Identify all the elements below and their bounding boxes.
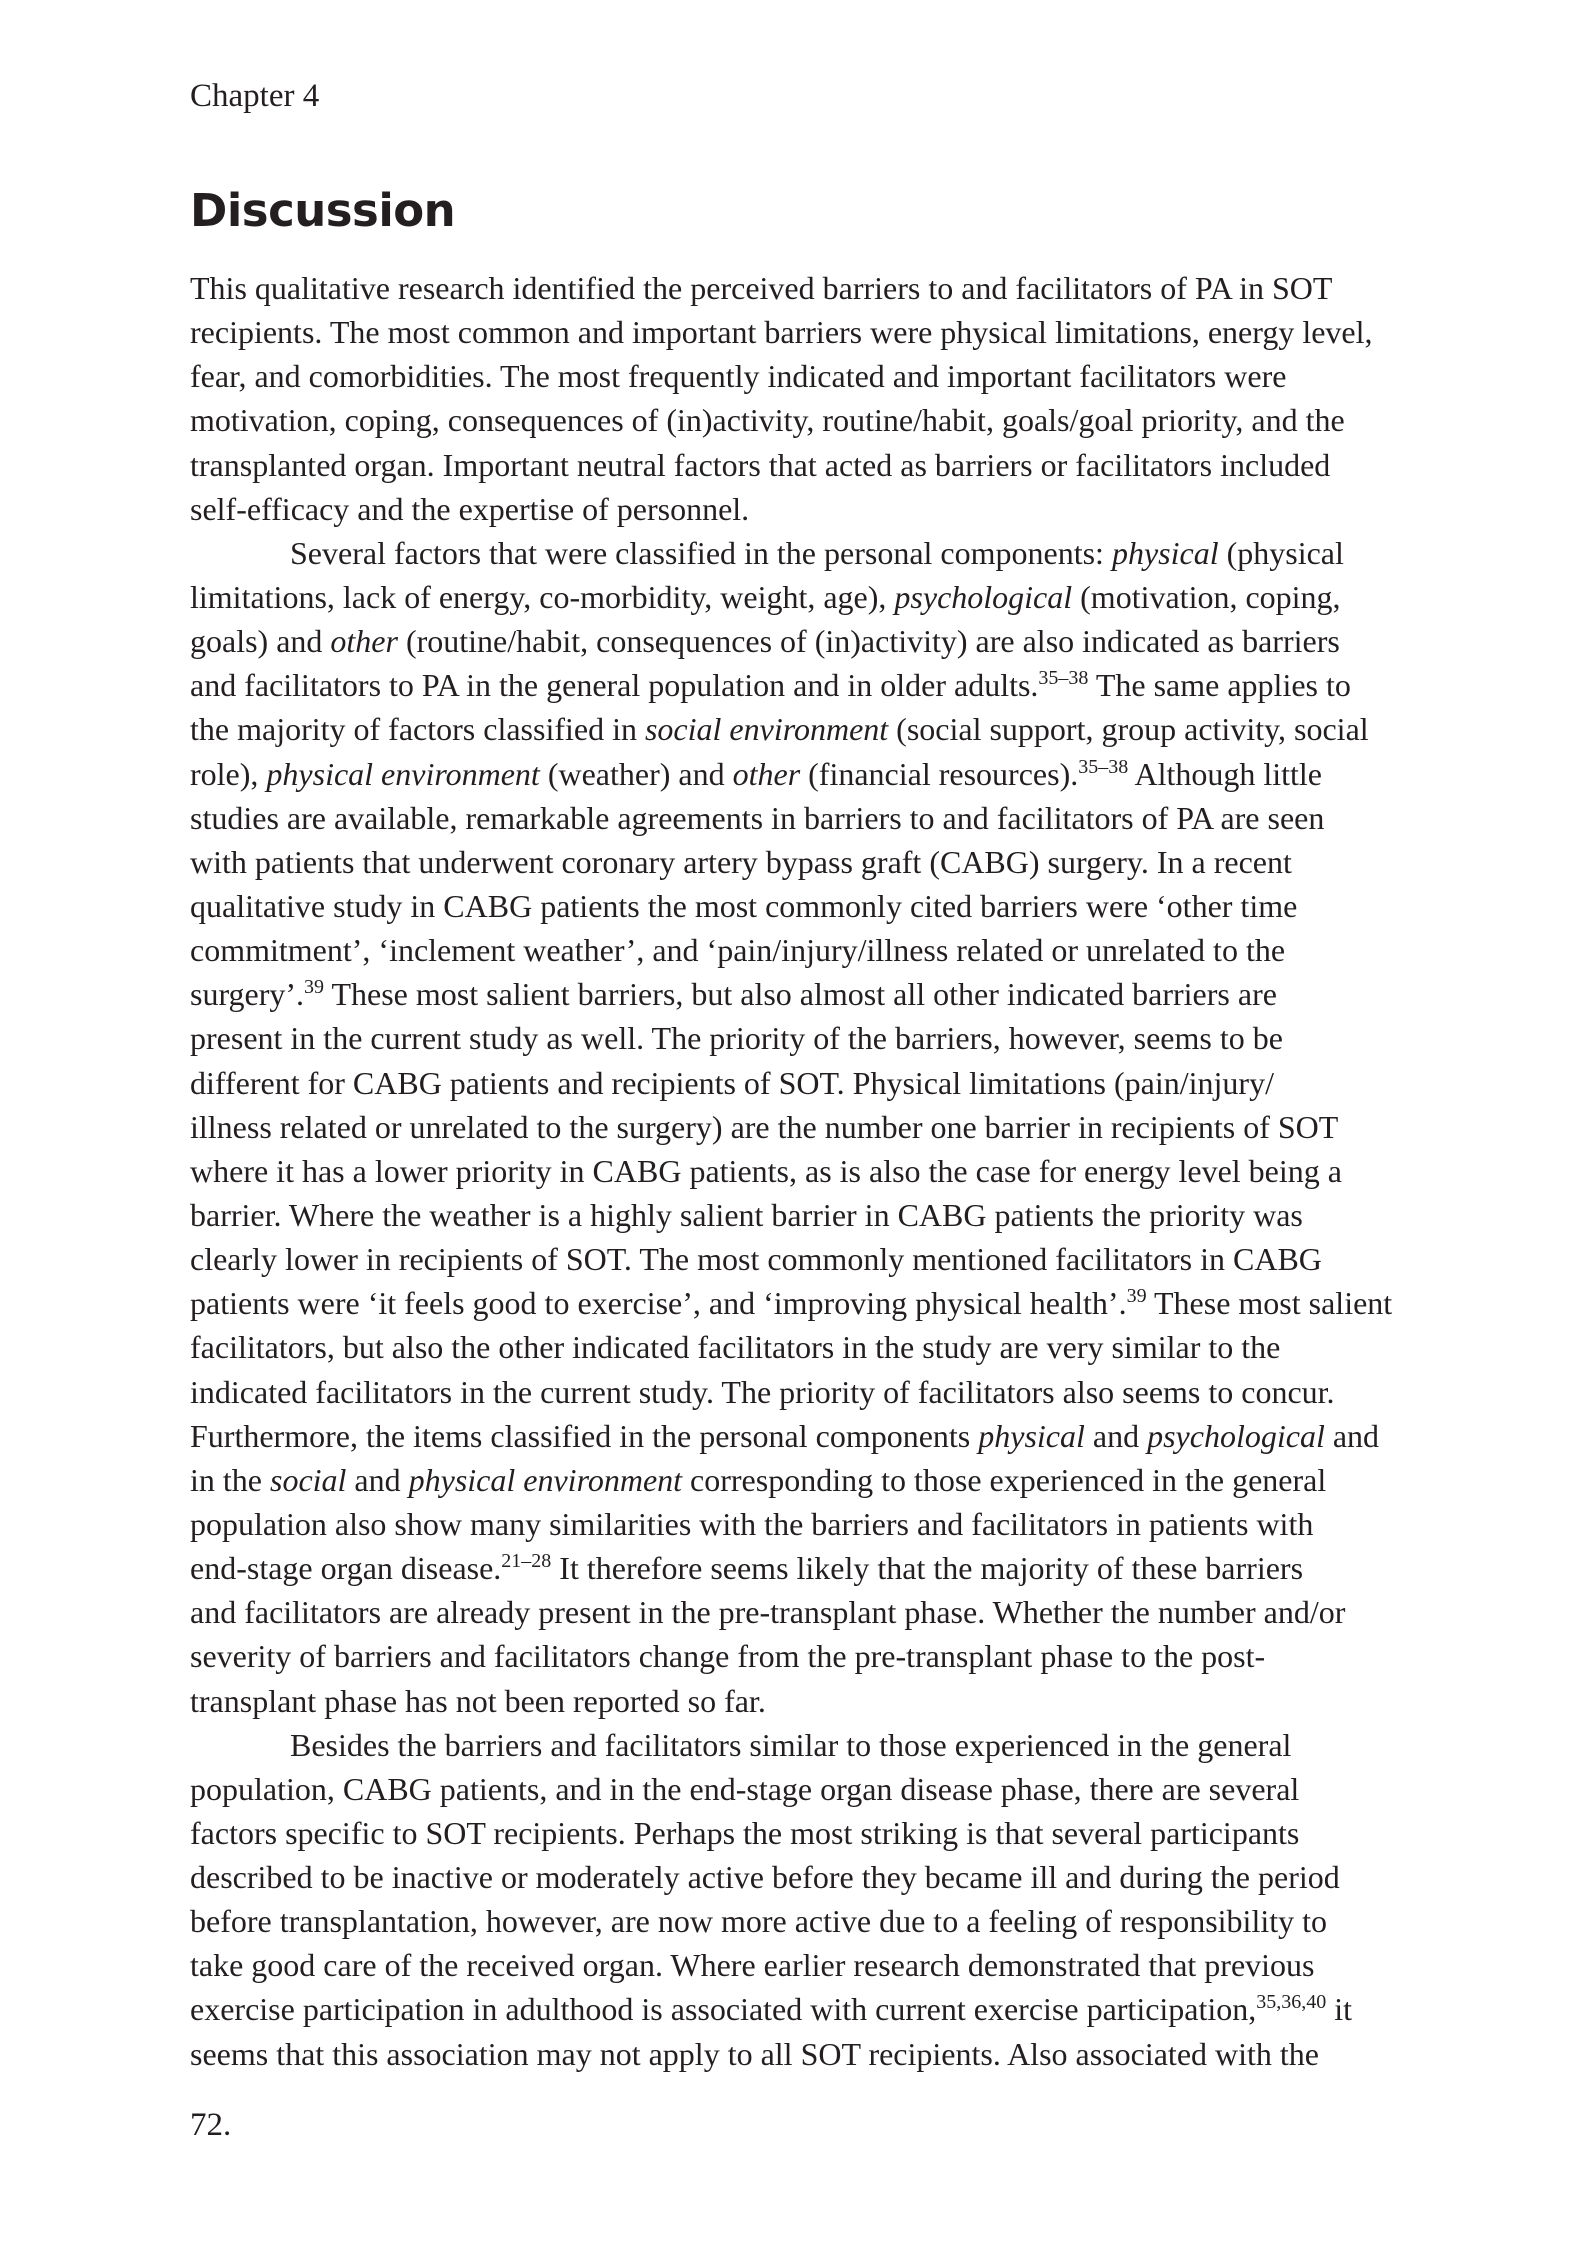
text-line: [190, 1414, 1380, 1458]
text-line: [190, 663, 1380, 707]
text-run: and facilitators are already present in the pre-transplant phase. Whether the number and/or: [190, 1594, 1346, 1631]
italic-term: physical environment: [408, 1461, 683, 1498]
text-run: (motivation, coping,: [1072, 578, 1341, 615]
text-line: [190, 1546, 1380, 1590]
text-run: clearly lower in recipients of SOT. The most commonly mentioned facilitators in CABG: [190, 1241, 1322, 1278]
text-run: and: [1324, 1417, 1380, 1454]
running-header-chapter: Chapter 4: [190, 78, 320, 114]
text-run: population, CABG patients, and in the end-stage organ disease phase, there are several: [190, 1770, 1300, 1807]
text-run: self-efficacy and the expertise of personnel.: [190, 490, 750, 527]
text-line: [190, 1767, 1380, 1811]
text-run: exercise participation in adulthood is associated with current exercise participation,: [190, 1991, 1257, 2028]
text-line: [190, 531, 1380, 575]
text-run: qualitative study in CABG patients the most commonly cited barriers were ‘other time: [190, 887, 1298, 924]
text-run: This qualitative research identified the perceived barriers to and facilitators of PA in SOT: [190, 270, 1333, 306]
text-line: [190, 1237, 1380, 1281]
text-line: [190, 707, 1380, 751]
text-run: Several factors that were classified in the personal components:: [290, 534, 1112, 571]
text-run: (physical: [1218, 534, 1344, 571]
text-run: severity of barriers and facilitators change from the pre-transplant phase to the post-: [190, 1638, 1266, 1675]
text-line: [190, 1723, 1380, 1767]
text-line: [190, 1987, 1380, 2031]
text-run: (routine/habit, consequences of (in)activity) are also indicated as barriers: [397, 623, 1340, 660]
text-line: [190, 1634, 1380, 1678]
text-run: present in the current study as well. The priority of the barriers, however, seems to be: [190, 1020, 1283, 1057]
text-line: [190, 1855, 1380, 1899]
text-run: the majority of factors classified in: [190, 711, 645, 748]
text-line: [190, 752, 1380, 796]
text-line: [190, 2032, 1380, 2076]
citation-superscript: 21–28: [501, 1550, 552, 1573]
text-run: recipients. The most common and important barriers were physical limitations, energy level,: [190, 314, 1373, 351]
page-number: 72.: [190, 2107, 232, 2143]
citation-superscript: 35–38: [1038, 667, 1089, 690]
text-line: [190, 1325, 1380, 1369]
text-line: [190, 619, 1380, 663]
paragraph: [190, 531, 1393, 1723]
text-line: [190, 266, 1380, 310]
paragraph: [190, 1723, 1380, 2076]
text-run: Furthermore, the items classified in the personal components: [190, 1417, 979, 1454]
text-line: [190, 1370, 1380, 1414]
text-line: [190, 354, 1380, 398]
text-run: facilitators, but also the other indicated facilitators in the study are very similar to the: [190, 1329, 1281, 1366]
citation-superscript: 39: [1126, 1285, 1147, 1308]
text-line: [190, 1061, 1380, 1105]
text-line: [190, 487, 1380, 531]
citation-superscript: 39: [304, 976, 325, 999]
text-run: role),: [190, 755, 267, 792]
text-run: different for CABG patients and recipients of SOT. Physical limitations (pain/injury/: [190, 1064, 1274, 1101]
italic-term: physical: [1111, 534, 1219, 571]
text-run: illness related or unrelated to the surgery) are the number one barrier in recipients of SOT: [190, 1108, 1339, 1145]
text-line: [190, 575, 1380, 619]
text-line: [190, 1899, 1380, 1943]
text-line: [190, 1502, 1380, 1546]
body-text: [190, 266, 1393, 2076]
text-run: Besides the barriers and facilitators similar to those experienced in the general: [290, 1726, 1292, 1763]
text-line: [190, 1193, 1380, 1237]
text-run: fear, and comorbidities. The most frequently indicated and important facilitators were: [190, 358, 1287, 395]
text-run: (social support, group activity, social: [888, 711, 1369, 748]
text-run: described to be inactive or moderately active before they became ill and during the period: [190, 1859, 1340, 1896]
text-run: goals) and: [190, 623, 331, 660]
text-line: [190, 796, 1380, 840]
paragraph: [190, 266, 1380, 531]
text-run: it: [1326, 1991, 1353, 2028]
text-run: patients were ‘it feels good to exercise’, and ‘improving physical health’.: [190, 1285, 1127, 1322]
text-line: [190, 1281, 1393, 1325]
text-run: transplanted organ. Important neutral factors that acted as barriers or facilitators included: [190, 446, 1331, 483]
text-run: limitations, lack of energy, co-morbidity, weight, age),: [190, 578, 895, 615]
text-run: It therefore seems likely that the majority of these barriers: [551, 1550, 1304, 1587]
text-line: [190, 1679, 1380, 1723]
italic-term: social environment: [644, 711, 889, 748]
text-run: and facilitators to PA in the general population and in older adults.: [190, 667, 1039, 704]
italic-term: physical: [978, 1417, 1085, 1454]
text-line: [190, 928, 1380, 972]
text-run: indicated facilitators in the current study. The priority of facilitators also seems to concur.: [190, 1373, 1335, 1410]
text-run: commitment’, ‘inclement weather’, and ‘pain/injury/illness related or unrelated to the: [190, 932, 1286, 969]
text-run: motivation, coping, consequences of (in)activity, routine/habit, goals/goal priority, and the: [190, 402, 1345, 439]
italic-term: psychological: [894, 578, 1073, 615]
citation-superscript: 35,36,40: [1256, 1991, 1327, 2014]
text-line: [190, 972, 1380, 1016]
text-run: and: [346, 1461, 409, 1498]
text-line: [190, 1458, 1380, 1502]
text-line: [190, 398, 1380, 442]
text-run: end-stage organ disease.: [190, 1550, 502, 1587]
text-run: (weather) and: [539, 755, 733, 792]
text-line: [190, 840, 1380, 884]
text-run: take good care of the received organ. Where earlier research demonstrated that previous: [190, 1947, 1315, 1984]
text-run: These most salient barriers, but also almost all other indicated barriers are: [324, 976, 1277, 1013]
text-run: factors specific to SOT recipients. Perhaps the most striking is that several participants: [190, 1814, 1300, 1851]
text-run: barrier. Where the weather is a highly salient barrier in CABG patients the priority was: [190, 1196, 1303, 1233]
text-run: Although little: [1128, 755, 1322, 792]
text-line: [190, 884, 1380, 928]
text-line: [190, 1811, 1380, 1855]
text-run: with patients that underwent coronary artery bypass graft (CABG) surgery. In a recent: [190, 843, 1292, 880]
text-line: [190, 1105, 1380, 1149]
text-line: [190, 310, 1380, 354]
text-run: transplant phase has not been reported so far.: [190, 1682, 766, 1719]
text-line: [190, 443, 1380, 487]
text-run: seems that this association may not apply to all SOT recipients. Also associated with the: [190, 2035, 1319, 2072]
italic-term: social: [269, 1461, 347, 1498]
italic-term: other: [732, 755, 801, 792]
italic-term: other: [330, 623, 398, 660]
text-run: These most salient: [1146, 1285, 1393, 1322]
italic-term: physical environment: [266, 755, 540, 792]
text-line: [190, 1943, 1380, 1987]
italic-term: psychological: [1147, 1417, 1325, 1454]
text-run: in the: [190, 1461, 270, 1498]
text-run: surgery’.: [190, 976, 305, 1013]
text-run: before transplantation, however, are now more active due to a feeling of responsibility to: [190, 1903, 1327, 1940]
text-run: population also show many similarities with the barriers and facilitators in patients with: [190, 1505, 1314, 1542]
text-run: The same applies to: [1088, 667, 1351, 704]
text-run: studies are available, remarkable agreements in barriers to and facilitators of PA are seen: [190, 799, 1325, 836]
text-run: where it has a lower priority in CABG patients, as is also the case for energy level being a: [190, 1152, 1342, 1189]
text-line: [190, 1590, 1380, 1634]
citation-superscript: 35–38: [1078, 755, 1129, 778]
text-run: and: [1084, 1417, 1148, 1454]
section-heading: Discussion: [190, 184, 456, 237]
text-line: [190, 1016, 1380, 1060]
text-run: corresponding to those experienced in the general: [682, 1461, 1327, 1498]
text-line: [190, 1149, 1380, 1193]
text-run: (financial resources).: [800, 755, 1079, 792]
